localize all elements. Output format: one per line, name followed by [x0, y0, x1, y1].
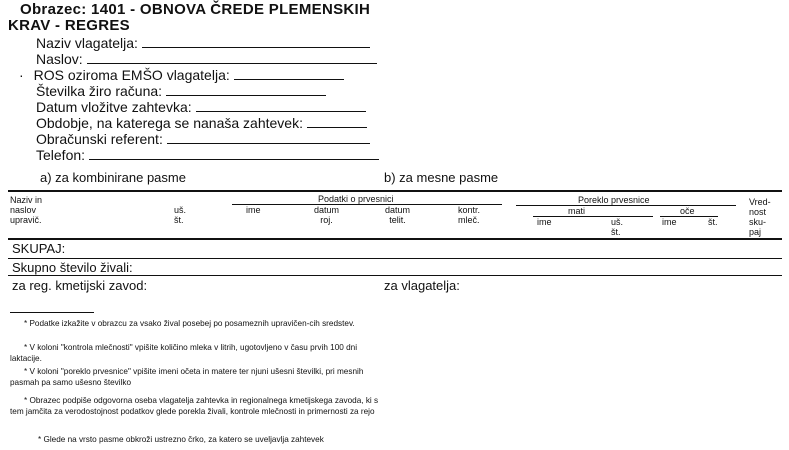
- col-us-st-header: uš. št.: [174, 205, 187, 225]
- field-naziv-vlagatelja: [36, 35, 370, 51]
- footnote-separator: [10, 312, 94, 313]
- field-obracunski-referent: [36, 131, 370, 147]
- field-label: Obračunski referent:: [36, 131, 163, 147]
- field-label: Obdobje, na katerega se nanaša zahtevek:: [36, 115, 303, 131]
- field-line[interactable]: [142, 36, 370, 48]
- footnote-1: * Podatke izkažite v obrazcu za vsako žival posebej po posameznih upravičen-cih sredstev.: [24, 319, 355, 328]
- field-line[interactable]: [234, 68, 344, 80]
- field-label: Naziv vlagatelja:: [36, 35, 138, 51]
- vlagatelj-signature-label: za vlagatelja:: [384, 278, 460, 293]
- mati-subheader: mati: [568, 206, 586, 216]
- field-obdobje: [36, 115, 367, 131]
- field-line[interactable]: [307, 116, 367, 128]
- field-line[interactable]: [196, 100, 366, 112]
- skupno-rule: [8, 275, 782, 276]
- skupaj-rule: [8, 258, 782, 259]
- field-line[interactable]: [89, 148, 379, 160]
- field-line[interactable]: [167, 132, 370, 144]
- footnote-5: * Glede na vrsto pasme obkroži ustrezno črko, za katero se uveljavlja zahtevek: [38, 435, 324, 444]
- field-line[interactable]: [87, 52, 377, 64]
- col-mati-us-header: uš. št.: [611, 217, 624, 237]
- field-ros-emso: [19, 67, 344, 83]
- poreklo-group-rule: [516, 205, 736, 206]
- podatki-group-header: Podatki o prvesnici: [318, 194, 394, 204]
- table-header-bottom-rule: [8, 238, 782, 240]
- col-vrednost-header: Vred- nost sku- paj: [749, 197, 771, 237]
- col-oce-ime-header: ime: [662, 217, 677, 227]
- col-naziv-header: Naziv in naslov upravič.: [10, 195, 43, 225]
- option-kombinirane-pasme[interactable]: a) za kombinirane pasme: [40, 170, 186, 185]
- poreklo-group-header: Poreklo prvesnice: [578, 195, 650, 205]
- skupno-stevilo-label: Skupno število živali:: [12, 260, 133, 275]
- footnote-4: * Obrazec podpiše odgovorna oseba vlagatelja zahtevka in regionalnega kmetijskega zavoda, ki s tem jamčita za verodostojnost podatkov glede porekla živali, kontrole mlečnosti in primernosti za rejo: [10, 396, 379, 416]
- field-label: Naslov:: [36, 51, 83, 67]
- footnote-2: * V koloni "kontrola mlečnosti" vpišite količino mleka v litrih, ugotovljeno v času prvih 100 dni laktacije.: [10, 343, 358, 363]
- oce-subheader: oče: [680, 206, 695, 216]
- bullet-mark: ·: [19, 67, 24, 83]
- field-line[interactable]: [166, 84, 326, 96]
- field-datum-vlozitve: [36, 99, 366, 115]
- field-label: ROS oziroma EMŠO vlagatelja:: [33, 67, 230, 83]
- field-label: Številka žiro računa:: [36, 83, 163, 99]
- col-ime-header: ime: [246, 205, 261, 215]
- col-mati-ime-header: ime: [537, 217, 552, 227]
- col-oce-st-header: št.: [708, 217, 718, 227]
- field-naslov: [36, 51, 377, 67]
- form-title-line1: Obrazec: 1401 - OBNOVA ČREDE PLEMENSKIH: [20, 1, 371, 18]
- form-title-line2: KRAV - REGRES: [8, 17, 130, 34]
- field-telefon: [36, 147, 379, 163]
- option-mesne-pasme[interactable]: b) za mesne pasme: [384, 170, 499, 185]
- col-kontr-header: kontr. mleč.: [458, 205, 481, 225]
- col-datum-roj-header: datum roj.: [314, 205, 340, 225]
- skupaj-label: SKUPAJ:: [12, 241, 66, 256]
- field-label: Telefon:: [36, 147, 86, 163]
- footnote-3: * V koloni "poreklo prvesnice" vpišite imeni očeta in matere ter njuni ušesni številki, pri mesnih pasmah pa samo ušesno številko: [10, 367, 364, 387]
- field-label: Datum vložitve zahtevka:: [36, 99, 192, 115]
- zavod-signature-label: za reg. kmetijski zavod:: [12, 278, 148, 293]
- field-ziro-racun: [36, 83, 326, 99]
- col-datum-telit-header: datum telit.: [385, 205, 411, 225]
- table-top-rule: [8, 190, 782, 192]
